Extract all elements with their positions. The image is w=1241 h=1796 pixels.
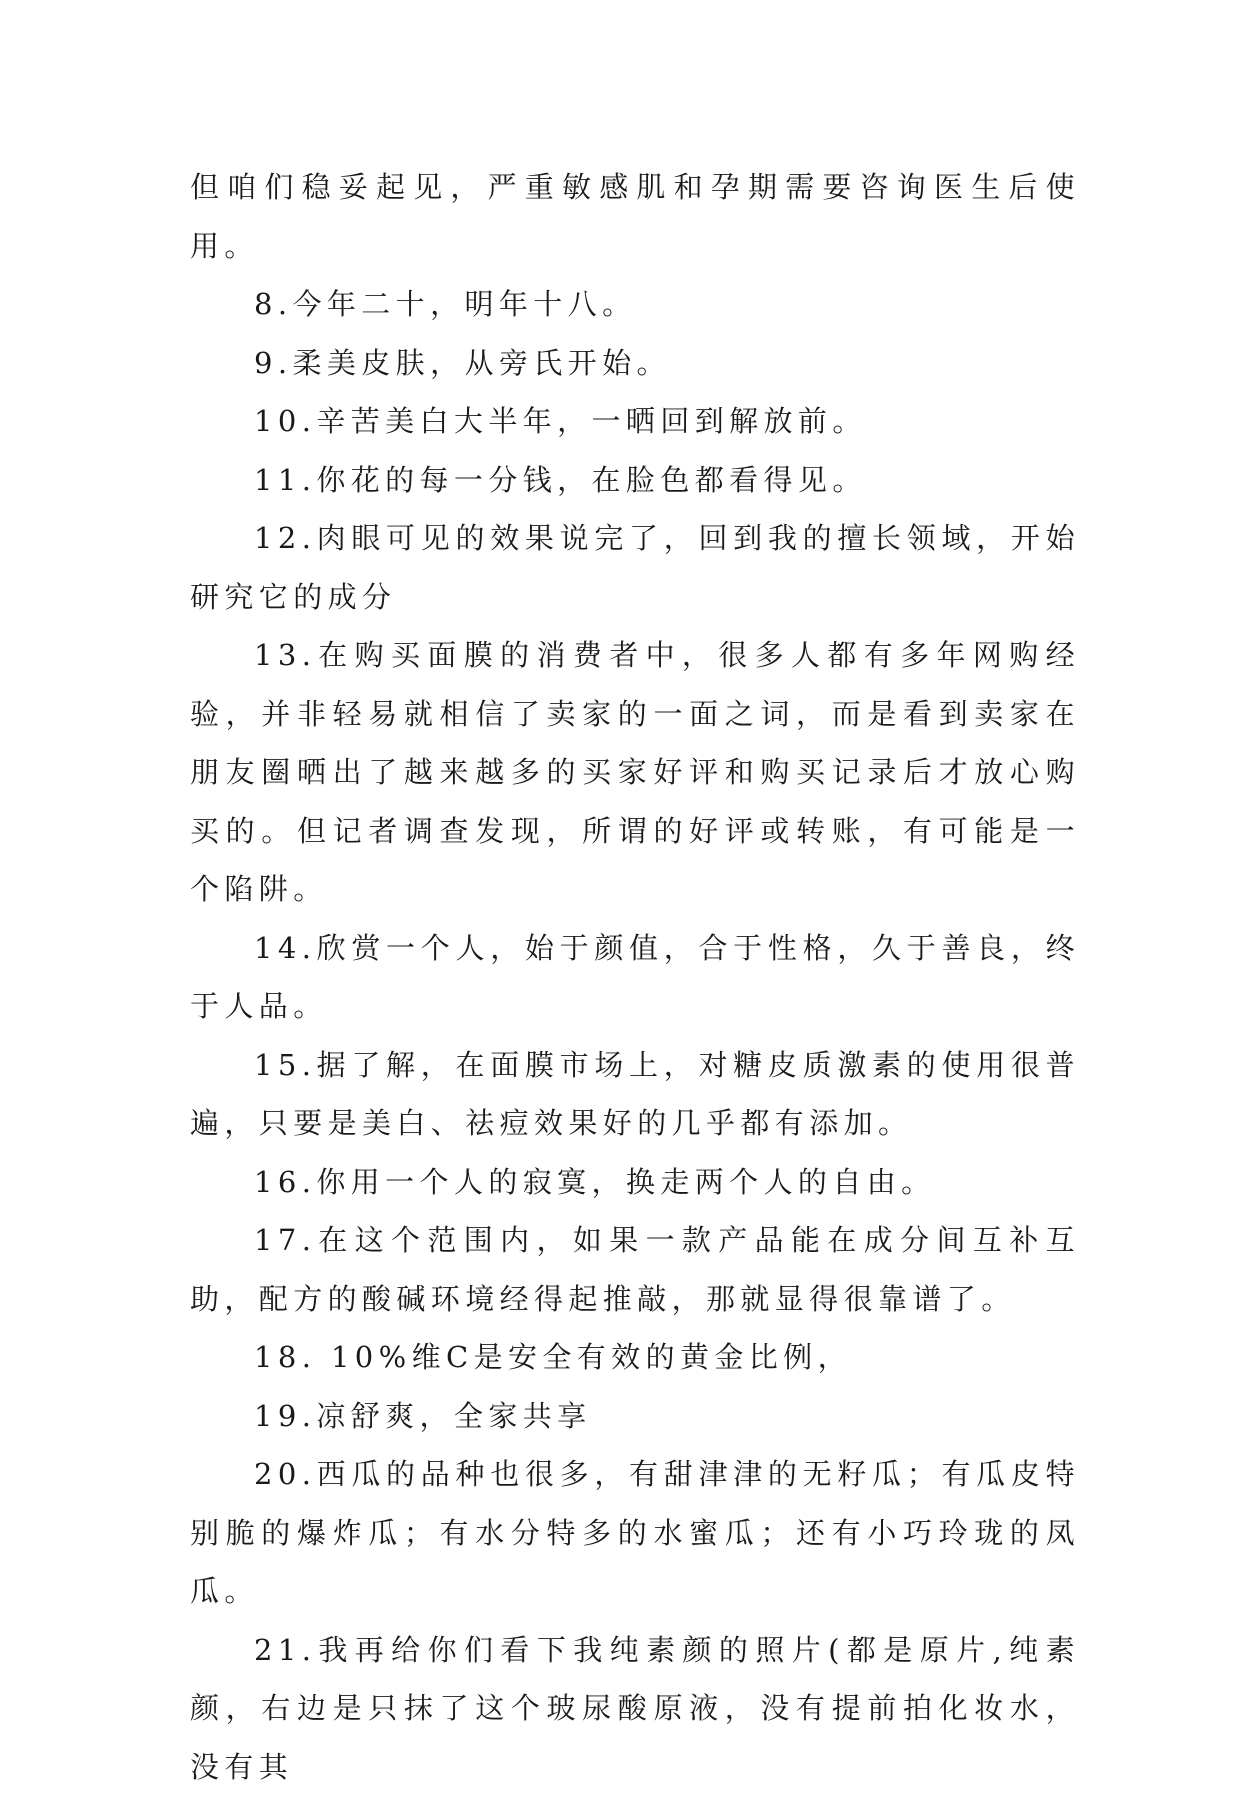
paragraph-item-20: 20.西瓜的品种也很多，有甜津津的无籽瓜；有瓜皮特别脆的爆炸瓜；有水分特多的水蜜瓜；还有小巧玲珑的凤瓜。: [190, 1445, 1080, 1621]
paragraph-item-18: 18. 10%维C是安全有效的黄金比例，: [190, 1328, 1080, 1387]
paragraph-item-17: 17.在这个范围内，如果一款产品能在成分间互补互助，配方的酸碱环境经得起推敲，那就显得很靠谱了。: [190, 1211, 1080, 1328]
paragraph-item-15: 15.据了解，在面膜市场上，对糖皮质激素的使用很普遍，只要是美白、祛痘效果好的几乎都有添加。: [190, 1036, 1080, 1153]
paragraph-item-13: 13.在购买面膜的消费者中，很多人都有多年网购经验，并非轻易就相信了卖家的一面之词，而是看到卖家在朋友圈晒出了越来越多的买家好评和购买记录后才放心购买的。但记者调查发现，所谓的好评或转账，有可能是一个陷阱。: [190, 626, 1080, 919]
paragraph-item-9: 9.柔美皮肤，从旁氏开始。: [190, 334, 1080, 393]
document-body: [190, 158, 1080, 1796]
paragraph-item-19: 19.凉舒爽，全家共享: [190, 1387, 1080, 1446]
paragraph-item-11: 11.你花的每一分钱，在脸色都看得见。: [190, 451, 1080, 510]
paragraph-item-10: 10.辛苦美白大半年，一晒回到解放前。: [190, 392, 1080, 451]
paragraph-item-16: 16.你用一个人的寂寞，换走两个人的自由。: [190, 1153, 1080, 1212]
paragraph-item-14: 14.欣赏一个人，始于颜值，合于性格，久于善良，终于人品。: [190, 919, 1080, 1036]
paragraph-item-12: 12.肉眼可见的效果说完了，回到我的擅长领域，开始研究它的成分: [190, 509, 1080, 626]
paragraph-continuation: 但咱们稳妥起见，严重敏感肌和孕期需要咨询医生后使用。: [190, 158, 1080, 275]
paragraph-item-21: 21.我再给你们看下我纯素颜的照片(都是原片,纯素颜，右边是只抹了这个玻尿酸原液，没有提前拍化妆水，没有其: [190, 1621, 1080, 1796]
paragraph-item-8: 8.今年二十，明年十八。: [190, 275, 1080, 334]
